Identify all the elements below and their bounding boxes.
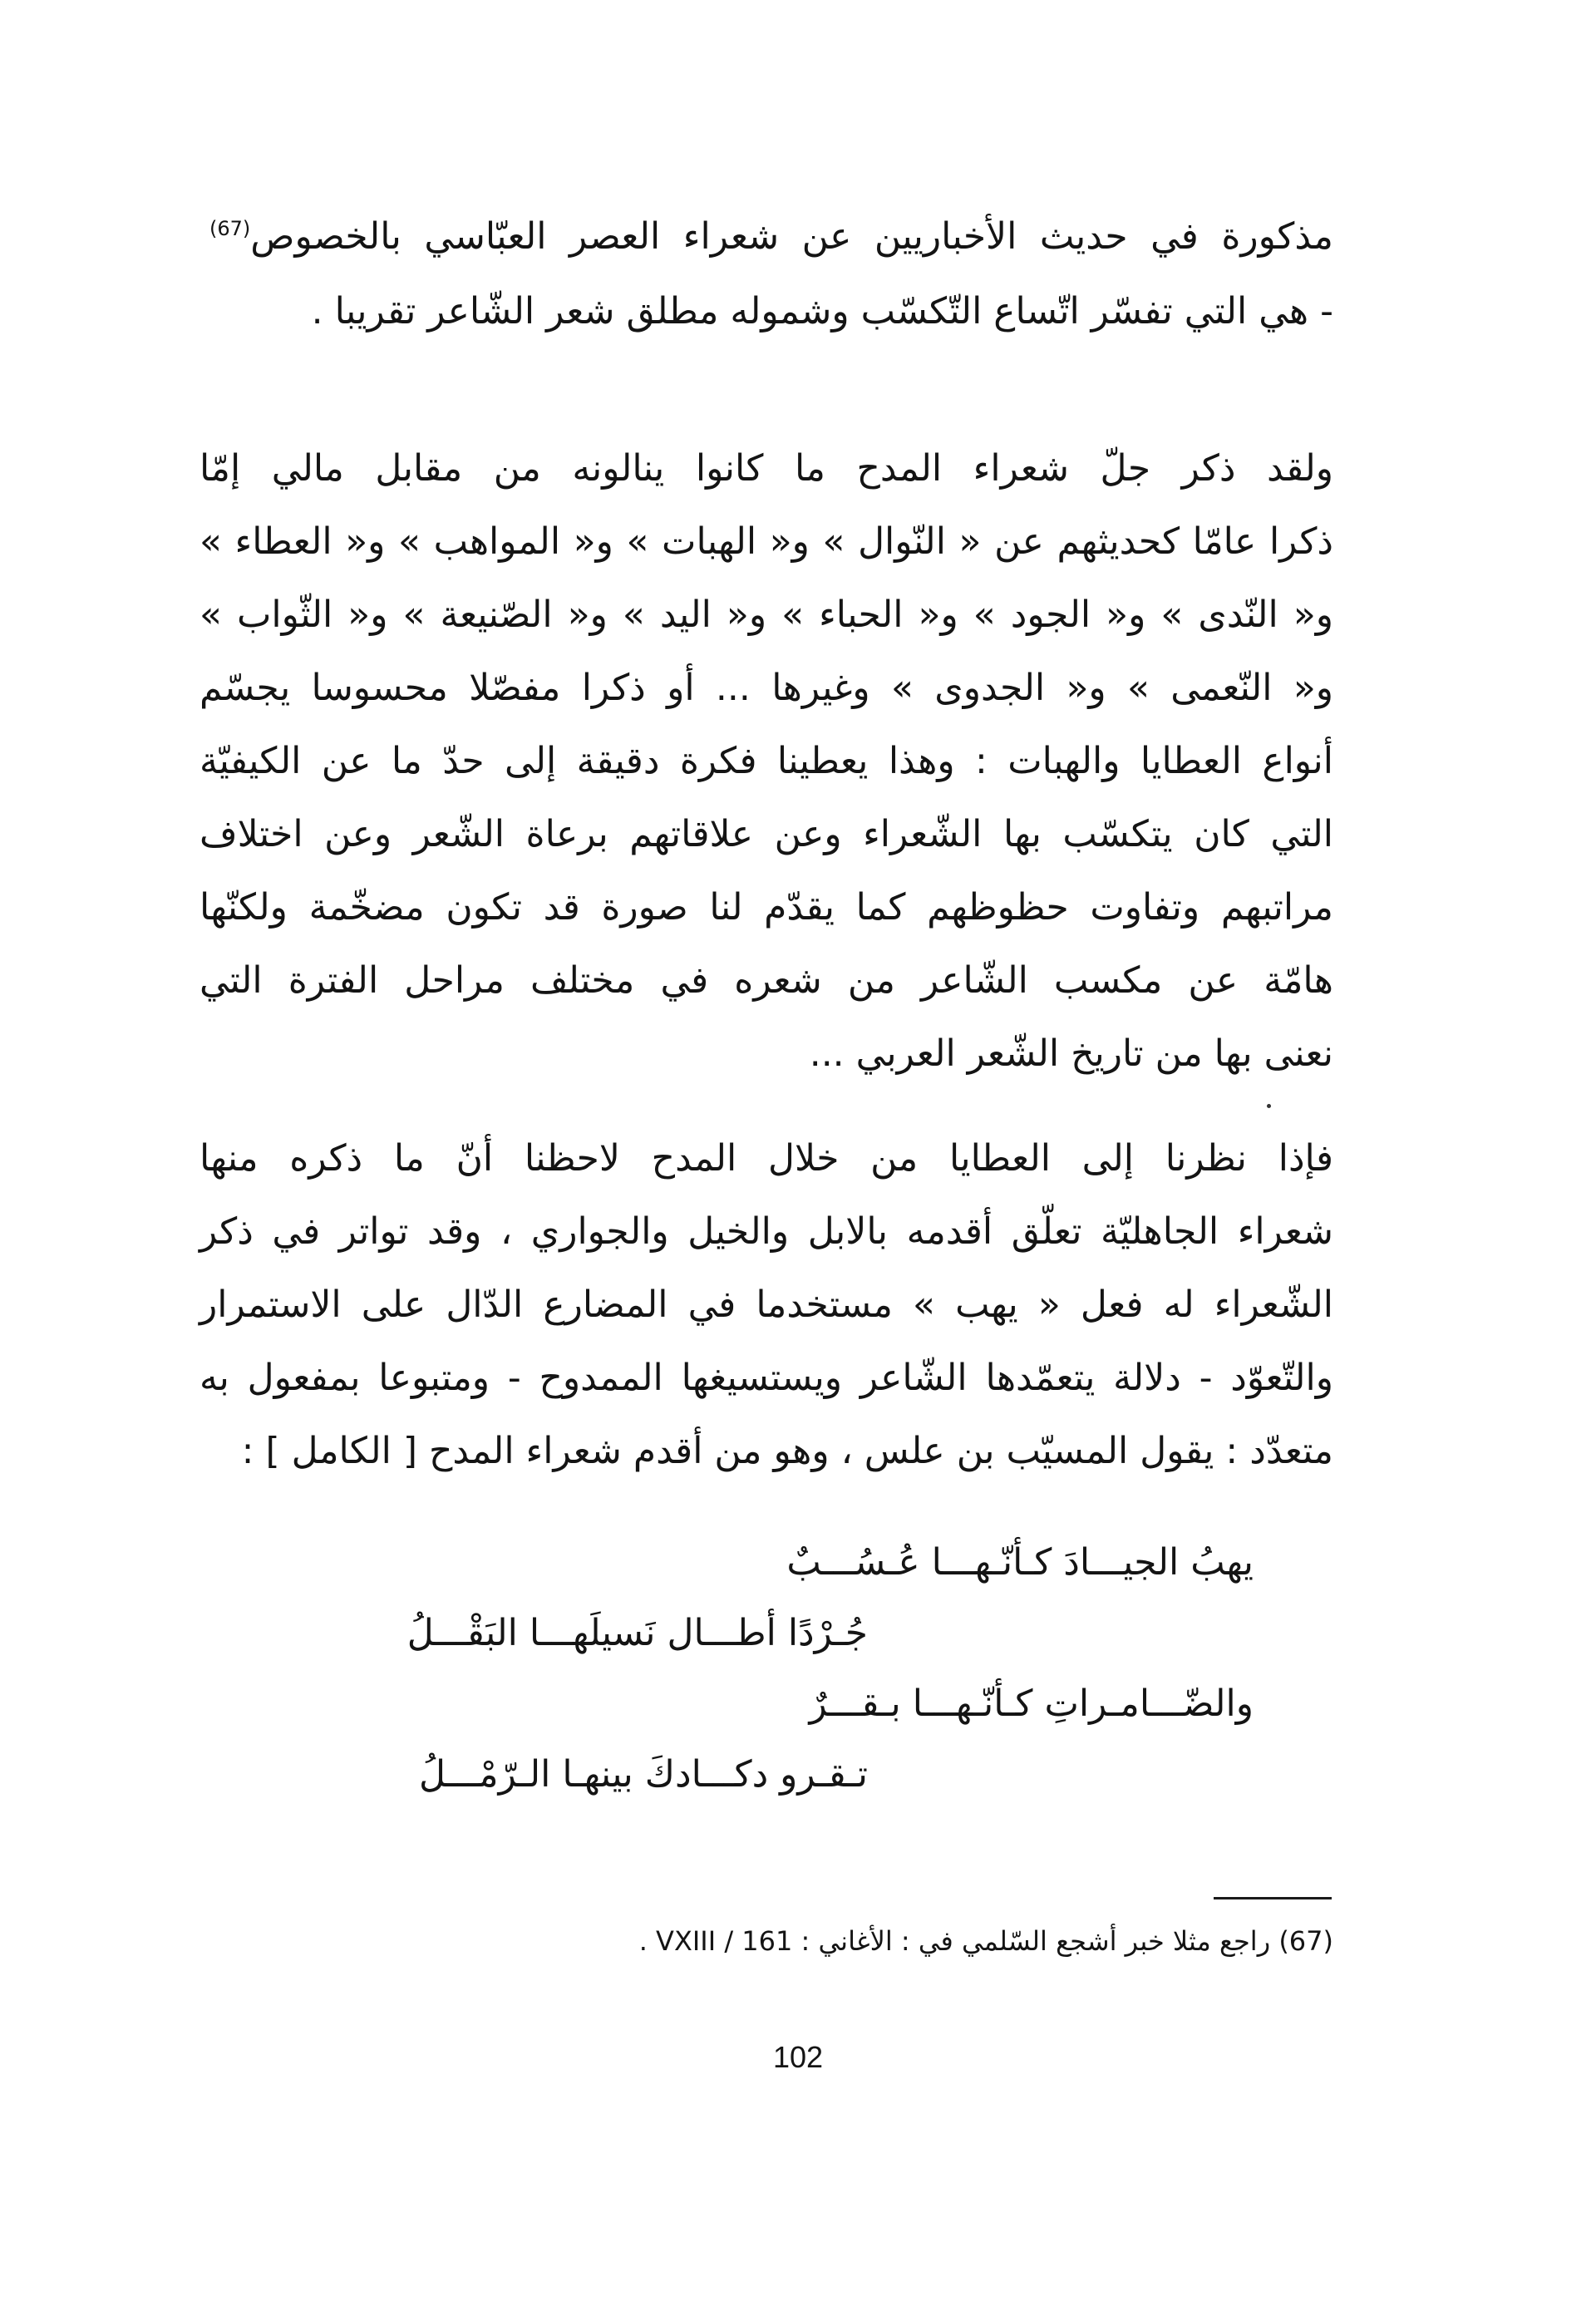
verse-line-2: جُـرْدًا أطـــال نَسيلَهـــا البَقْـــلُ <box>406 1612 868 1654</box>
paragraph-3-line-3: الشّعراء له فعل « يهب » مستخدما في المضارع الدّال على الاستمرار <box>200 1284 1333 1326</box>
verse-line-1: يهبُ الجيـــادَ كـأنّـهـــا عُـسُـــبٌ <box>786 1541 1254 1584</box>
paragraph-2-line-7: مراتبهم وتفاوت حظوظهم كما يقدّم لنا صورة قد تكون مضخّمة ولكنّها <box>200 886 1333 929</box>
paragraph-2-line-5: أنواع العطايا والهبات : وهذا يعطينا فكرة دقيقة إلى حدّ ما عن الكيفيّة <box>200 740 1333 782</box>
paragraph-3-line-1: فإذا نظرنا إلى العطايا من خلال المدح لاحظنا أنّ ما ذكره منها <box>200 1137 1333 1180</box>
paragraph-2-line-4: و« النّعمى » و« الجدوى » وغيرها ... أو ذكرا مفصّلا محسوسا يجسّم <box>200 667 1333 709</box>
paragraph-1 <box>200 200 1333 349</box>
paragraph-1-line-2: - هي التي تفسّر اتّساع التّكسّب وشموله مطلق شعر الشّاعر تقريبا . <box>311 290 1333 333</box>
paragraph-2-line-6: التي كان يتكسّب بها الشّعراء وعن علاقاتهم برعاة الشّعر وعن اختلاف <box>200 813 1333 855</box>
scan-speck <box>1267 1104 1271 1108</box>
verse-line-3: والضّـــامـراتِ كـأنّـهـــا بـقـــرٌ <box>809 1683 1254 1725</box>
paragraph-3-line-2: شعراء الجاهليّة تعلّق أقدمه بالابل والخيل والجواري ، وقد تواتر في ذكر <box>200 1210 1333 1253</box>
paragraph-3 <box>200 1122 1333 1488</box>
paragraph-1-line-1: مذكورة في حديث الأخباريين عن شعراء العصر العبّاسي بالخصوص$^{(67)}$ <box>209 215 1333 258</box>
footnote-separator <box>1214 1897 1332 1899</box>
paragraph-3-line-5: متعدّد : يقول المسيّب بن علس ، وهو من أقدم شعراء المدح [ الكامل ] : <box>241 1430 1333 1472</box>
verse-line-4: تـقـرو دكـــادكَ بينهـا الـرّمْـــلُ <box>419 1753 868 1796</box>
page-number: 102 <box>772 2040 824 2074</box>
paragraph-2-line-3: و« النّدى » و« الجود » و« الحباء » و« اليد » و« الصّنيعة » و« الثّواب » <box>200 594 1333 636</box>
footnote-reference: (67) <box>209 217 251 241</box>
paragraph-2-line-9: نعنى بها من تاريخ الشّعر العربي ... <box>809 1032 1333 1075</box>
paragraph-2 <box>200 432 1333 1091</box>
footnote-text: (67) راجع مثلا خبر أشجع السّلمي في : الأغاني : VXIII / 161 . <box>638 1925 1333 1957</box>
paragraph-2-line-8: هامّة عن مكسب الشّاعر من شعره في مختلف مراحل الفترة التي <box>200 959 1333 1002</box>
paragraph-2-line-2: ذكرا عامّا كحديثهم عن « النّوال » و« الهبات » و« المواهب » و« العطاء » <box>200 520 1333 563</box>
paragraph-3-line-4: والتّعوّد - دلالة يتعمّدها الشّاعر ويستسيغها الممدوح - ومتبوعا بمفعول به <box>200 1357 1333 1399</box>
paragraph-2-line-1: ولقد ذكر جلّ شعراء المدح ما كانوا ينالونه من مقابل مالي إمّا <box>200 447 1333 490</box>
